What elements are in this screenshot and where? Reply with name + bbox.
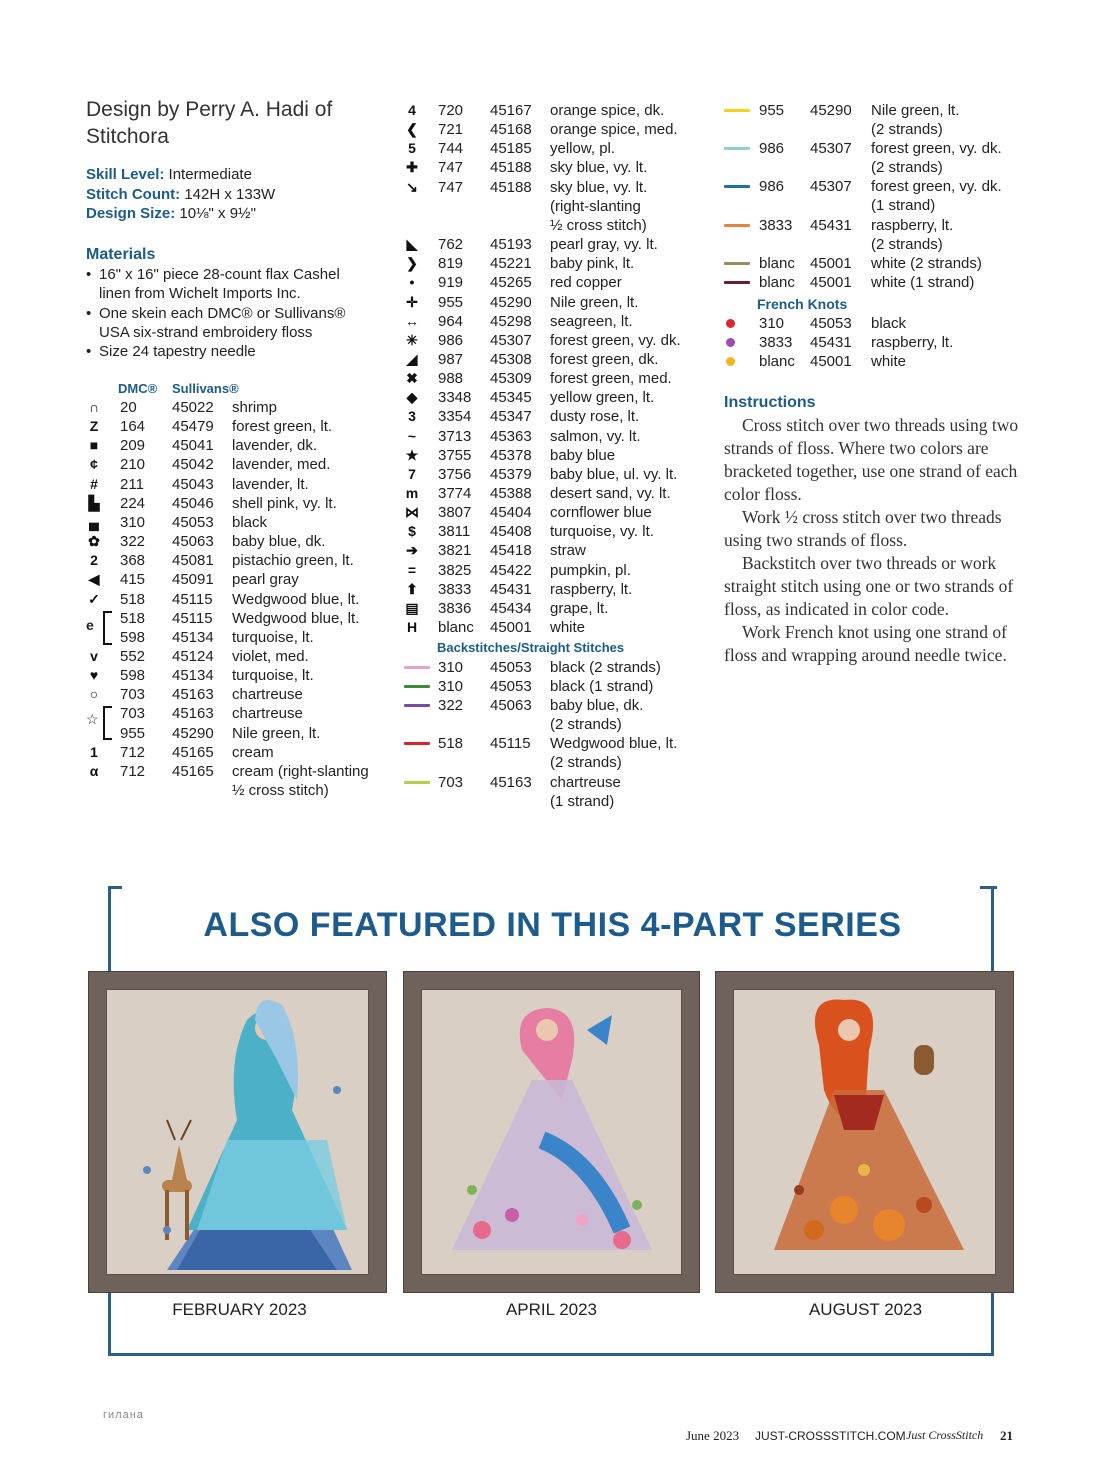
color-name: chartreuse xyxy=(232,686,303,704)
color-name: yellow green, lt. xyxy=(550,389,655,407)
materials-heading: Materials xyxy=(86,246,156,263)
sullivans-number: 45053 xyxy=(810,315,852,332)
color-name: black (2 strands) xyxy=(550,659,661,676)
color-name: turquoise, lt. xyxy=(232,667,314,685)
color-name: forest green, vy. dk. xyxy=(871,140,1002,158)
color-name: turquoise, lt. xyxy=(232,628,314,646)
dmc-number: 322 xyxy=(120,533,146,551)
dmc-number: 211 xyxy=(120,475,144,493)
stitch-symbol: ✳ xyxy=(406,331,418,348)
color-name: grape, lt. xyxy=(550,599,609,617)
stitch-symbol: • xyxy=(409,274,415,291)
sullivans-number: 45290 xyxy=(490,293,532,311)
color-name: ½ cross stitch) xyxy=(550,216,647,234)
stitch-symbol: ✚ xyxy=(406,159,418,176)
sullivans-number: 45290 xyxy=(810,102,852,119)
stitch-symbol: 3 xyxy=(408,408,416,425)
stitch-symbol: ◢ xyxy=(406,350,418,367)
color-name: cream xyxy=(232,743,274,761)
sullivans-number: 45307 xyxy=(810,140,852,158)
frame-february xyxy=(88,971,387,1293)
dmc-number: 164 xyxy=(120,418,146,436)
sullivans-number: 45479 xyxy=(172,418,214,436)
sullivans-number: 45379 xyxy=(490,465,532,483)
color-name: (right-slanting xyxy=(550,197,641,215)
dmc-number: 744 xyxy=(438,140,464,158)
color-swatch xyxy=(724,147,750,150)
color-name: forest green, dk. xyxy=(550,350,659,368)
color-name: (2 strands) xyxy=(871,235,943,253)
caption-august: AUGUST 2023 xyxy=(808,1300,923,1319)
sullivans-number: 45298 xyxy=(490,312,532,330)
sullivans-number: 45431 xyxy=(810,216,852,234)
sullivans-number: 45345 xyxy=(490,389,532,407)
color-name: lavender, lt. xyxy=(232,475,309,493)
instructions-paragraph: Backstitch over two threads or work straight stitch using one or two strands of floss, as indicated in color code. xyxy=(724,553,1014,619)
dmc-number: 3833 xyxy=(438,580,472,598)
dmc-number: blanc xyxy=(759,254,795,272)
dmc-header: DMC® xyxy=(118,381,158,396)
designer-line-1: Design by Perry A. Hadi of xyxy=(86,98,333,121)
sullivans-number: 45265 xyxy=(490,274,532,292)
color-name: violet, med. xyxy=(232,647,309,665)
dmc-number: 3811 xyxy=(438,523,471,541)
sullivans-number: 45165 xyxy=(172,743,214,761)
sullivans-number: 45053 xyxy=(490,678,532,696)
instructions-paragraph: Work ½ cross stitch over two threads using two strands of floss. xyxy=(724,507,1002,550)
color-name: Nile green, lt. xyxy=(232,724,321,742)
dmc-number: 3354 xyxy=(438,408,472,426)
color-name: Nile green, lt. xyxy=(871,102,960,119)
stitch-symbol: ▤ xyxy=(405,599,419,616)
dmc-number: 518 xyxy=(438,735,464,753)
color-name: (2 strands) xyxy=(871,121,943,139)
sullivans-number: 45388 xyxy=(490,485,532,502)
color-name: baby blue, dk. xyxy=(550,697,644,715)
stitch-symbol: = xyxy=(407,561,417,578)
sullivans-number: 45431 xyxy=(810,334,852,352)
stitch-symbol: ~ xyxy=(407,427,417,444)
dmc-number: 598 xyxy=(120,667,146,685)
color-swatch xyxy=(404,742,430,745)
stitch-symbol: ➔ xyxy=(406,542,418,559)
color-name: pearl gray xyxy=(232,571,299,589)
dmc-number: 209 xyxy=(120,437,146,455)
color-name: cornflower blue xyxy=(550,504,652,522)
dmc-number: blanc xyxy=(759,273,795,291)
stitch-count: Stitch Count: 142H x 133W xyxy=(86,185,276,203)
color-name: chartreuse xyxy=(550,773,621,791)
color-name: red copper xyxy=(550,274,622,292)
sullivans-number: 45042 xyxy=(172,456,214,474)
color-name: baby blue xyxy=(550,446,616,464)
color-name: forest green, vy. dk. xyxy=(871,178,1002,196)
stitch-symbol: H xyxy=(406,619,418,636)
sullivans-number: 45308 xyxy=(490,350,532,368)
dmc-number: 703 xyxy=(120,705,146,723)
sullivans-number: 45185 xyxy=(490,140,532,158)
sullivans-number: 45168 xyxy=(490,121,532,139)
material-item: • One skein each DMC® or Sullivans® USA six-strand embroidery floss xyxy=(86,304,376,343)
color-name: Wedgwood blue, lt. xyxy=(232,590,360,608)
dmc-number: 762 xyxy=(438,236,464,254)
color-name: raspberry, lt. xyxy=(871,216,954,234)
stitch-symbol: # xyxy=(90,475,98,492)
dmc-number: 20 xyxy=(120,399,137,416)
cross-stitch-spring-image xyxy=(421,989,682,1275)
dmc-number: 988 xyxy=(438,370,464,388)
instructions-text xyxy=(724,414,1024,667)
backstitch-heading: Backstitches/Straight Stitches xyxy=(437,640,625,655)
skill-level: Skill Level: Intermediate xyxy=(86,166,252,183)
dmc-number: 747 xyxy=(438,159,464,177)
dmc-number: 955 xyxy=(438,293,464,311)
footer-issue: June 2023 xyxy=(686,1428,740,1443)
color-name: white (1 strand) xyxy=(871,273,975,291)
color-swatch xyxy=(724,262,750,265)
stitch-symbol: ◣ xyxy=(406,236,418,253)
french-knots-heading: French Knots xyxy=(757,296,848,312)
color-name: Wedgwood blue, lt. xyxy=(232,609,360,627)
stitch-symbol: ■ xyxy=(89,437,99,454)
color-dot xyxy=(726,338,735,347)
color-name: black xyxy=(871,315,907,332)
sullivans-number: 45422 xyxy=(490,561,532,579)
sullivans-number: 45307 xyxy=(490,331,532,349)
material-item: • Size 24 tapestry needle xyxy=(86,342,376,361)
sullivans-number: 45221 xyxy=(490,255,532,273)
sullivans-number: 45188 xyxy=(490,178,532,196)
color-name: orange spice, med. xyxy=(550,121,678,139)
color-name: black (1 strand) xyxy=(550,678,654,696)
color-name: Wedgwood blue, lt. xyxy=(550,735,678,753)
color-name: raspberry, lt. xyxy=(871,334,954,352)
sullivans-number: 45404 xyxy=(490,504,532,522)
sullivans-number: 45347 xyxy=(490,408,532,426)
frame-august xyxy=(715,971,1014,1293)
designer-line-2: Stitchora xyxy=(86,125,169,148)
color-swatch xyxy=(404,781,430,784)
dmc-number: 3821 xyxy=(438,542,472,560)
color-swatch xyxy=(404,666,430,669)
stitch-symbol: ↔ xyxy=(405,312,419,329)
color-swatch xyxy=(724,281,750,284)
sullivans-number: 45163 xyxy=(172,705,214,723)
dmc-number: 518 xyxy=(120,609,146,627)
sullivans-number: 45091 xyxy=(172,571,214,589)
sullivans-number: 45053 xyxy=(490,659,532,676)
sullivans-number: 45290 xyxy=(172,724,214,742)
stitch-symbol: ✿ xyxy=(88,533,100,550)
color-name: ½ cross stitch) xyxy=(232,782,329,799)
stitch-symbol: ◀ xyxy=(88,571,100,588)
color-name: straw xyxy=(550,542,586,560)
dmc-number: 747 xyxy=(438,178,464,196)
cross-stitch-autumn-image xyxy=(733,989,996,1275)
stitch-symbol: 1 xyxy=(90,743,98,760)
stitch-symbol: v xyxy=(90,647,98,664)
sullivans-number: 45115 xyxy=(490,735,531,753)
color-swatch xyxy=(724,185,750,188)
stitch-symbol: ⬆ xyxy=(406,580,418,597)
stitch-symbol: 5 xyxy=(408,140,416,157)
sullivans-number: 45167 xyxy=(490,102,532,119)
color-name: turquoise, vy. lt. xyxy=(550,523,654,541)
dmc-number: 3755 xyxy=(438,446,472,464)
dmc-number: 3348 xyxy=(438,389,472,407)
dmc-number: 919 xyxy=(438,274,464,292)
dmc-number: 224 xyxy=(120,494,146,512)
dmc-number: 415 xyxy=(120,571,146,589)
watermark-credit: гилана xyxy=(103,1409,144,1421)
dmc-number: 703 xyxy=(438,773,464,791)
sullivans-number: 45408 xyxy=(490,523,532,541)
project-meta xyxy=(86,165,275,224)
dmc-number: 210 xyxy=(120,456,146,474)
stitch-symbol: ✖ xyxy=(406,370,418,387)
sullivans-number: 45001 xyxy=(810,254,852,272)
color-name: pearl gray, vy. lt. xyxy=(550,236,658,254)
sullivans-number: 45163 xyxy=(172,686,214,704)
dmc-number: 3836 xyxy=(438,599,472,617)
dmc-number: 310 xyxy=(438,678,464,696)
sullivans-number: 45307 xyxy=(810,178,852,196)
dmc-number: 955 xyxy=(759,102,785,119)
instructions-paragraph: Cross stitch over two threads using two strands of floss. Where two colors are bracketed together, use one strand of each color floss. xyxy=(724,415,1019,504)
dmc-number: 986 xyxy=(759,178,785,196)
materials-list xyxy=(86,265,376,361)
dmc-number: 3825 xyxy=(438,561,472,579)
dmc-number: 3807 xyxy=(438,504,472,522)
blend-symbol-e: e xyxy=(86,617,94,633)
footer-site[interactable]: JUST-CROSSSTITCH.COM xyxy=(755,1429,906,1443)
dmc-number: 322 xyxy=(438,697,464,715)
color-name: dusty rose, lt. xyxy=(550,408,640,426)
dmc-number: 310 xyxy=(438,659,464,676)
dmc-number: 3833 xyxy=(759,216,793,234)
color-swatch xyxy=(724,109,750,112)
color-name: desert sand, vy. lt. xyxy=(550,485,671,502)
stitch-symbol: Z xyxy=(89,418,99,435)
sullivans-number: 45134 xyxy=(172,667,214,685)
color-swatch xyxy=(404,704,430,707)
color-name: baby blue, ul. vy. lt. xyxy=(550,465,678,483)
dmc-number: 721 xyxy=(438,121,464,139)
color-swatch xyxy=(404,685,430,688)
design-size: Design Size: 10⅛" x 9½" xyxy=(86,205,256,222)
color-swatch xyxy=(724,224,750,227)
sullivans-number: 45309 xyxy=(490,370,532,388)
instructions-paragraph: Work French knot using one strand of floss and wrapping around needle twice. xyxy=(724,622,1007,665)
stitch-symbol: ❯ xyxy=(406,255,418,272)
dmc-number: 598 xyxy=(120,628,146,646)
instructions-heading: Instructions xyxy=(724,394,816,411)
color-name: raspberry, lt. xyxy=(550,580,633,598)
stitch-symbol: ¢ xyxy=(90,456,98,473)
sullivans-number: 45163 xyxy=(490,773,532,791)
color-name: white (2 strands) xyxy=(871,254,982,272)
dmc-number: 310 xyxy=(120,513,146,531)
stitch-symbol: ↘ xyxy=(406,178,418,195)
color-name: (2 strands) xyxy=(550,716,622,734)
color-name: baby blue, dk. xyxy=(232,533,326,551)
color-name: white xyxy=(550,619,586,637)
stitch-symbol: ★ xyxy=(405,446,419,463)
color-name: (2 strands) xyxy=(550,754,622,772)
color-name: lavender, med. xyxy=(232,456,331,474)
sullivans-number: 45053 xyxy=(172,513,214,531)
sullivans-number: 45063 xyxy=(172,533,214,551)
color-name: sky blue, vy. lt. xyxy=(550,178,648,196)
dmc-number: 368 xyxy=(120,552,146,570)
sullivans-number: 45063 xyxy=(490,697,532,715)
blend-bracket xyxy=(103,706,112,740)
dmc-number: blanc xyxy=(759,353,795,371)
stitch-symbol: ▙ xyxy=(88,494,100,511)
page-number: 21 xyxy=(1000,1428,1013,1443)
dmc-number: 712 xyxy=(120,762,146,780)
series-box-top-right xyxy=(980,886,997,889)
color-name: pistachio green, lt. xyxy=(232,552,354,570)
blend-bracket xyxy=(103,611,112,645)
dmc-number: 310 xyxy=(759,315,785,332)
frame-april xyxy=(403,971,700,1293)
sullivans-number: 45081 xyxy=(172,552,214,570)
stitch-symbol: ○ xyxy=(89,686,99,703)
color-name: forest green, lt. xyxy=(232,418,333,436)
color-name: (1 strand) xyxy=(550,792,615,810)
stitch-symbol: ⋈ xyxy=(405,504,419,521)
sullivans-number: 45431 xyxy=(490,580,532,598)
color-name: salmon, vy. lt. xyxy=(550,427,641,445)
sullivans-number: 45124 xyxy=(172,647,214,665)
sullivans-number: 45418 xyxy=(490,542,532,560)
dmc-number: 552 xyxy=(120,647,146,665)
color-name: forest green, med. xyxy=(550,370,672,388)
color-name: Nile green, lt. xyxy=(550,293,639,311)
color-name: pumpkin, pl. xyxy=(550,561,631,579)
dmc-number: 986 xyxy=(438,331,464,349)
designer-credit xyxy=(86,96,386,150)
sullivans-number: 45001 xyxy=(810,273,852,291)
stitch-symbol: 2 xyxy=(90,552,98,569)
color-dot xyxy=(726,357,735,366)
sullivans-number: 45022 xyxy=(172,399,214,416)
sullivans-number: 45115 xyxy=(172,590,213,608)
dmc-number: 703 xyxy=(120,686,146,704)
dmc-number: 3756 xyxy=(438,465,472,483)
dmc-number: 3833 xyxy=(759,334,793,352)
color-name: shell pink, vy. lt. xyxy=(232,494,337,512)
color-name: baby pink, lt. xyxy=(550,255,635,273)
material-item: • 16" x 16" piece 28-count flax Cashel linen from Wichelt Imports Inc. xyxy=(86,265,376,304)
sullivans-number: 45165 xyxy=(172,762,214,780)
dmc-number: 518 xyxy=(120,590,146,608)
color-name: lavender, dk. xyxy=(232,437,318,455)
dmc-number: 819 xyxy=(438,255,464,273)
stitch-symbol: m xyxy=(405,485,419,501)
blend-symbol-star: ☆ xyxy=(86,711,99,727)
color-name: cream (right-slanting xyxy=(232,762,369,780)
cross-stitch-winter-image xyxy=(106,989,369,1275)
dmc-number: 3774 xyxy=(438,485,472,502)
footer-magazine: Just CrossStitch xyxy=(906,1428,984,1442)
dmc-number: 720 xyxy=(438,102,464,119)
dmc-number: blanc xyxy=(438,619,474,637)
series-box-top-left xyxy=(108,886,122,889)
caption-april: APRIL 2023 xyxy=(505,1300,598,1319)
color-name: sky blue, vy. lt. xyxy=(550,159,648,177)
sullivans-number: 45134 xyxy=(172,628,214,646)
sullivans-number: 45188 xyxy=(490,159,532,177)
color-dot xyxy=(726,319,735,328)
stitch-symbol: ✛ xyxy=(406,293,418,310)
color-name: forest green, vy. dk. xyxy=(550,331,681,349)
dmc-number: 712 xyxy=(120,743,146,761)
color-name: black xyxy=(232,513,268,531)
color-name: yellow, pl. xyxy=(550,140,616,158)
sullivans-number: 45001 xyxy=(810,353,852,371)
dmc-number: 955 xyxy=(120,724,146,742)
stitch-symbol: ♥ xyxy=(89,667,99,684)
sullivans-number: 45046 xyxy=(172,494,214,512)
color-name: (2 strands) xyxy=(871,159,943,177)
stitch-symbol: ∩ xyxy=(88,399,100,415)
sullivans-header: Sullivans® xyxy=(172,381,239,396)
sullivans-number: 45434 xyxy=(490,599,532,617)
dmc-number: 986 xyxy=(759,140,785,158)
color-name: chartreuse xyxy=(232,705,303,723)
sullivans-number: 45041 xyxy=(172,437,214,455)
sullivans-number: 45363 xyxy=(490,427,532,445)
series-title: ALSO FEATURED IN THIS 4-PART SERIES xyxy=(203,906,902,944)
stitch-symbol: ◆ xyxy=(406,389,418,406)
stitch-symbol: $ xyxy=(408,523,416,540)
stitch-symbol: ❮ xyxy=(406,121,418,138)
stitch-symbol: ✓ xyxy=(88,590,100,607)
dmc-number: 964 xyxy=(438,312,464,330)
color-name: shrimp xyxy=(232,399,278,416)
sullivans-number: 45378 xyxy=(490,446,532,464)
color-name: seagreen, lt. xyxy=(550,312,633,330)
stitch-symbol: α xyxy=(89,762,99,779)
color-name: orange spice, dk. xyxy=(550,102,665,119)
color-name: white xyxy=(871,353,907,371)
stitch-symbol: 7 xyxy=(408,465,416,482)
dmc-number: 3713 xyxy=(438,427,472,445)
stitch-symbol: ▄ xyxy=(89,513,99,530)
sullivans-number: 45001 xyxy=(490,619,532,637)
dmc-number: 987 xyxy=(438,350,464,368)
color-name: (1 strand) xyxy=(871,197,936,215)
sullivans-number: 45193 xyxy=(490,236,532,254)
sullivans-number: 45043 xyxy=(172,475,214,493)
stitch-symbol: 4 xyxy=(408,102,416,118)
caption-february: FEBRUARY 2023 xyxy=(172,1300,307,1319)
sullivans-number: 45115 xyxy=(172,609,213,627)
